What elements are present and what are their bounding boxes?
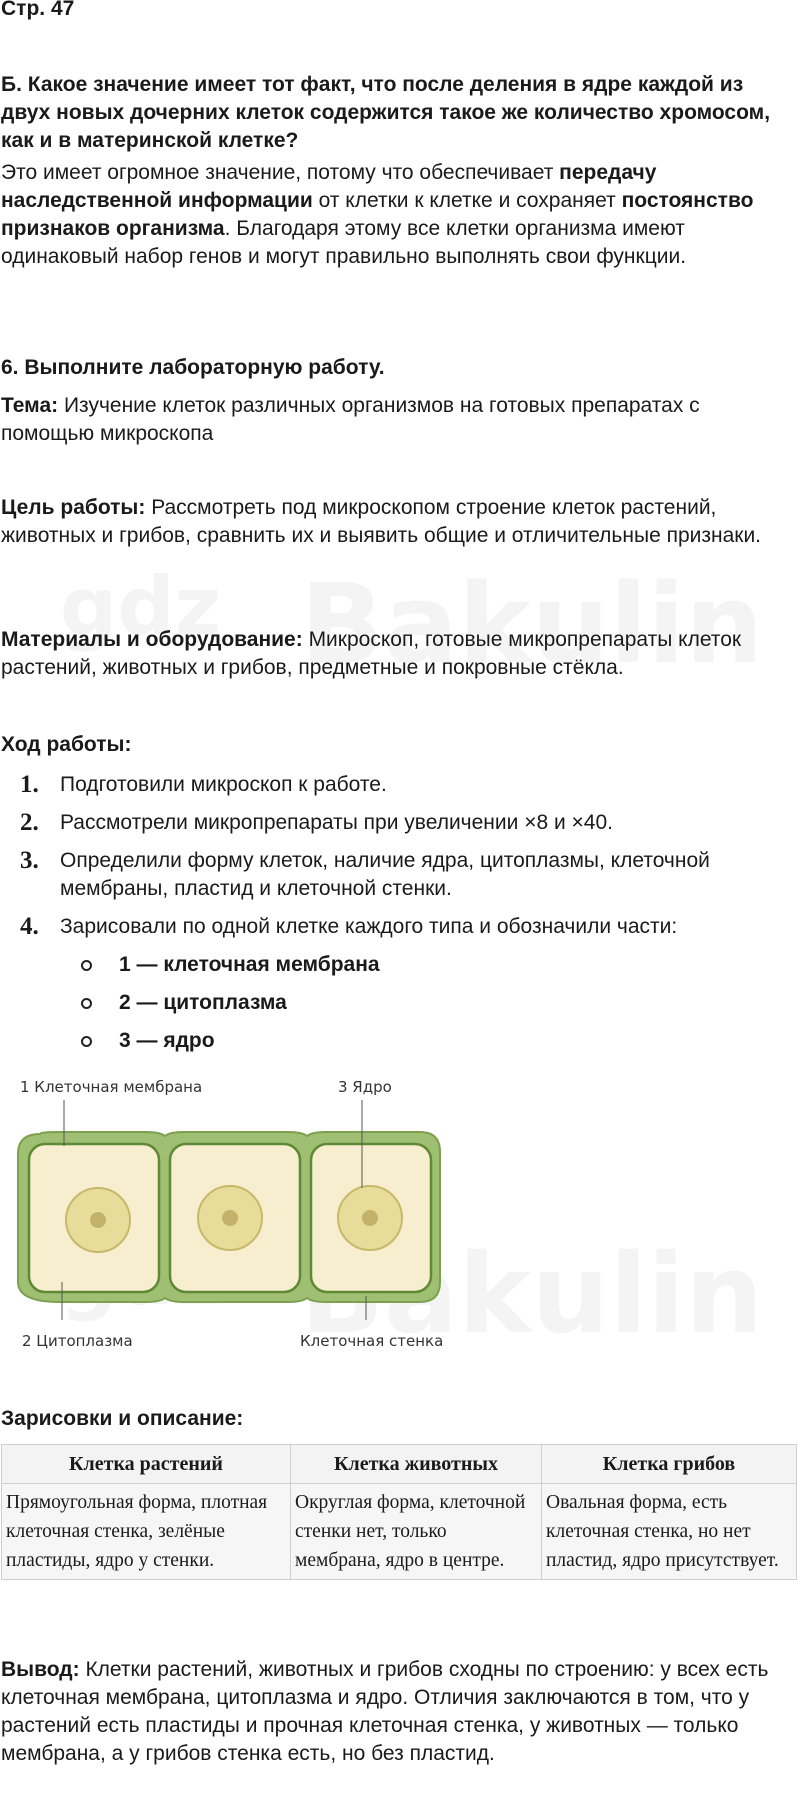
nucleolus [222,1210,238,1226]
theme-text: Изучение клеток различных организмов на готовых препаратах с помощью микроскопа [1,394,700,445]
task6-heading: 6. Выполните лабораторную работу. [1,356,385,379]
goal-text: Рассмотреть под микроскопом строение клеток растений, животных и грибов, сравнить их и выявить общие и отличительные признаки. [1,496,762,547]
bullet-circle-icon [81,998,92,1009]
answer-part: от клетки к клетке и сохраняет [312,189,622,212]
step-text: Определили форму клеток, наличие ядра, цитоплазмы, клеточной мембраны, пластид и клеточной стенки. [60,849,710,900]
label-cytoplasm: 2 Цитоплазма [22,1332,133,1350]
part-item [1,1027,791,1055]
step-item [1,913,791,941]
answer-part: . Благодаря этому все клетки организма имеют одинаковый набор генов и могут правильно выполнять свои функции. [1,217,687,268]
theme-block [1,392,791,448]
question-b-answer [1,159,791,271]
procedure-steps [1,771,791,1065]
nucleolus [90,1212,106,1228]
part-item [1,989,791,1017]
step-text: Зарисовали по одной клетке каждого типа и обозначили части: [60,915,678,938]
conclusion-text: Клетки растений, животных и грибов сходны по строению: у всех есть клеточная мембрана, цитоплазма и ядро. Отличия заключаются в том, что у растений есть пластиды и прочная клеточная стенка, у животных — только мембрана, а у грибов стенка есть, но без пластид. [1,1658,769,1765]
table-cell: Прямоугольная форма, плотная клеточная стенка, зелёные пластиды, ядро у стенки. [2,1484,291,1580]
comparison-table [1,1444,797,1580]
theme-label: Тема: [1,394,59,417]
page-label: Стр. 47 [1,0,75,20]
conclusion-block [1,1656,791,1768]
question-b-heading: Б. Какое значение имеет тот факт, что после деления в ядре каждой из двух новых дочерних клеток содержится такое же количество хромосом, как и в материнской клетке? [1,73,771,152]
materials-block [1,626,791,682]
label-membrane: 1 Клеточная мембрана [20,1078,203,1096]
step-item [1,809,791,837]
table-header-row [2,1445,797,1484]
step-text: Рассмотрели микропрепараты при увеличении ×8 и ×40. [60,811,613,834]
part-text: 3 — ядро [119,1029,215,1052]
nucleolus [362,1210,378,1226]
sketches-heading: Зарисовки и описание: [1,1407,244,1430]
label-cell-wall: Клеточная стенка [300,1332,444,1350]
table-cell: Округлая форма, клеточной стенки нет, только мембрана, ядро в центре. [291,1484,542,1580]
procedure-heading-wrap [1,731,791,759]
table-cell: Овальная форма, есть клеточная стенка, но нет пластид, ядро присутствует. [542,1484,797,1580]
step-number: 3. [20,847,39,874]
answer-part-bold: передачу наследственной информации [1,161,657,212]
bullet-circle-icon [81,960,92,971]
step-item [1,771,791,799]
sketches-heading-wrap [1,1405,791,1433]
question-b [1,71,791,271]
part-text: 1 — клеточная мембрана [119,953,380,976]
step-number: 1. [20,771,39,798]
step-number: 4. [20,913,39,940]
part-item [1,951,791,979]
materials-text: Микроскоп, готовые микропрепараты клеток растений, животных и грибов, предметные и покровные стёкла. [1,628,742,679]
conclusion-label: Вывод: [1,1658,80,1681]
step-number: 2. [20,809,39,836]
procedure-heading: Ход работы: [1,733,132,756]
label-nucleus: 3 Ядро [338,1078,392,1096]
plant-cells-diagram [0,1070,800,1360]
materials-label: Материалы и оборудование: [1,628,303,651]
answer-part: Это имеет огромное значение, потому что обеспечивает [1,161,560,184]
col-header: Клетка животных [291,1445,542,1484]
step-text: Подготовили микроскоп к работе. [60,773,387,796]
col-header: Клетка грибов [542,1445,797,1484]
part-text: 2 — цитоплазма [119,991,287,1014]
table-row [2,1484,797,1580]
bullet-circle-icon [81,1036,92,1047]
answer-part-bold: постоянство признаков организма [1,189,754,240]
step-item [1,847,791,903]
task6-heading-wrap [1,354,791,382]
goal-block [1,494,791,550]
goal-label: Цель работы: [1,496,146,519]
col-header: Клетка растений [2,1445,291,1484]
